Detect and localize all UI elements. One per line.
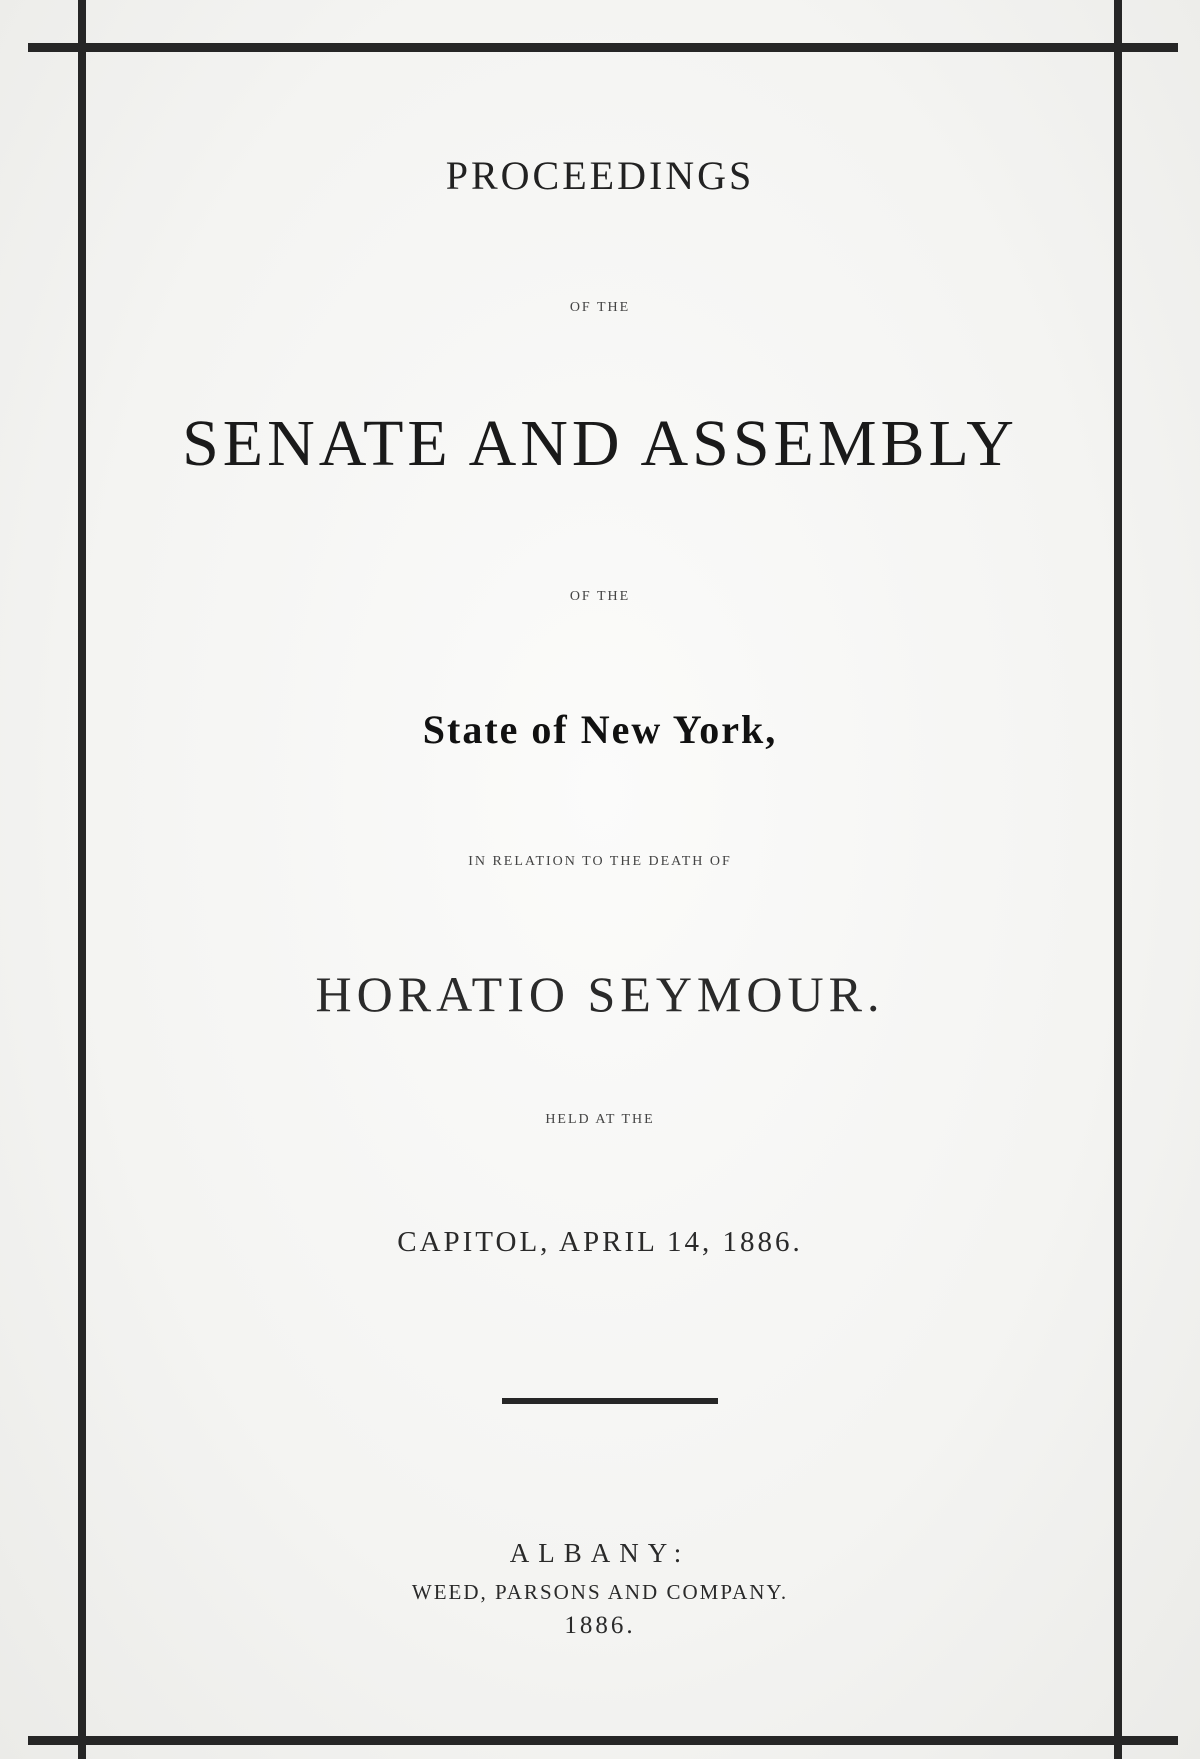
- divider-rule: [502, 1398, 718, 1404]
- in-relation-text: IN RELATION TO THE DEATH OF: [468, 854, 732, 869]
- person-name-heading: HORATIO SEYMOUR.: [315, 966, 885, 1022]
- of-the-text-2: OF THE: [569, 589, 631, 604]
- held-at-text: HELD AT THE: [545, 1112, 655, 1127]
- border-rule-right: [1114, 0, 1122, 1759]
- of-the-text-1: OF THE: [569, 300, 631, 315]
- proceedings-heading: PROCEEDINGS: [445, 153, 755, 198]
- imprint-city: ALBANY:: [509, 1538, 691, 1568]
- border-rule-bottom: [28, 1736, 1178, 1745]
- border-rule-left: [78, 0, 86, 1759]
- senate-and-assembly-heading: SENATE AND ASSEMBLY: [182, 407, 1018, 480]
- border-rule-top: [28, 43, 1178, 52]
- imprint-year: 1886.: [564, 1612, 636, 1639]
- place-date-line: CAPITOL, APRIL 14, 1886.: [397, 1226, 803, 1258]
- imprint-publisher: WEED, PARSONS AND COMPANY.: [411, 1580, 789, 1604]
- state-of-new-york-heading: State of New York,: [422, 707, 778, 752]
